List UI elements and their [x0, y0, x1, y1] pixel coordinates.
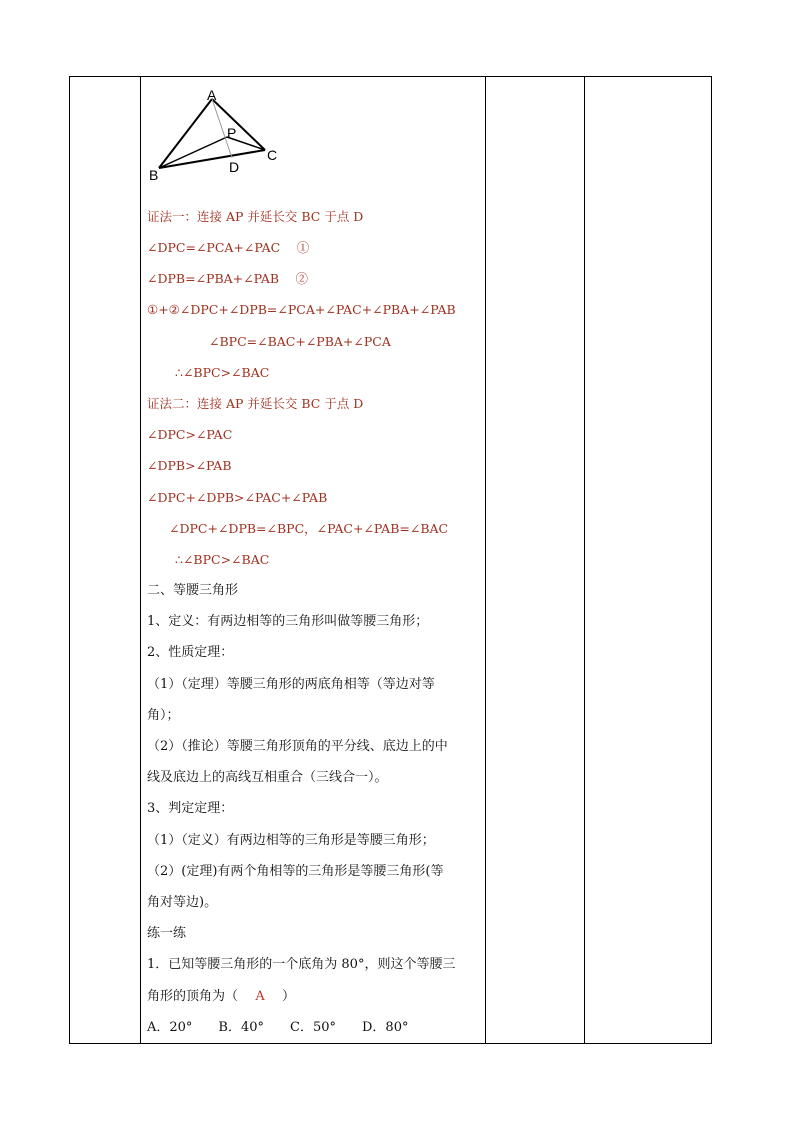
property2-line2: 线及底边上的高线互相重合（三线合一）。	[147, 770, 388, 785]
proof1-line2: ∠DPB=∠PBA+∠PAB ②	[147, 271, 309, 286]
triangle-figure	[147, 82, 297, 187]
definition-text: 1、定义：有两边相等的三角形叫做等腰三角形；	[147, 614, 429, 629]
property1-line1: （1）（定理）等腰三角形的两底角相等（等边对等	[147, 677, 435, 692]
section-heading: 二、等腰三角形	[147, 583, 239, 598]
property2-line1: （2）（推论）等腰三角形顶角的平分线、底边上的中	[147, 739, 448, 754]
label-p: P	[227, 125, 237, 141]
label-c: C	[267, 147, 278, 163]
question1-line2	[147, 989, 295, 1005]
proof2-line5: ∴∠BPC>∠BAC	[175, 552, 270, 567]
table-divider-1	[140, 76, 141, 1044]
proof2-line1: ∠DPC>∠PAC	[147, 427, 233, 442]
table-divider-2	[485, 76, 486, 1044]
question1-options: A．20° B．40° C．50° D．80°	[147, 1020, 409, 1035]
judge2-line1: （2）(定理)有两个角相等的三角形是等腰三角形(等	[147, 864, 444, 879]
question1-suffix: ）	[282, 989, 296, 1004]
label-a: A	[207, 87, 217, 103]
proof1-line4: ∠BPC=∠BAC+∠PBA+∠PCA	[209, 334, 391, 349]
proof1-title: 证法一：连接 AP 并延长交 BC 于点 D	[147, 209, 364, 224]
proof2-line2: ∠DPB>∠PAB	[147, 458, 232, 473]
question1-answer: A	[255, 989, 265, 1004]
proof1-line5: ∴∠BPC>∠BAC	[175, 365, 270, 380]
judge2-line2: 角对等边)。	[147, 895, 218, 910]
property-title: 2、性质定理：	[147, 645, 234, 660]
label-d: D	[229, 159, 240, 175]
question1-prefix: 角形的顶角为（	[147, 989, 239, 1004]
judge-title: 3、判定定理：	[147, 801, 234, 816]
exercise-title: 练一练	[147, 926, 187, 941]
proof2-line4: ∠DPC+∠DPB=∠BPC，∠PAC+∠PAB=∠BAC	[169, 521, 449, 536]
proof2-title: 证法二：连接 AP 并延长交 BC 于点 D	[147, 396, 364, 411]
proof1-line3: ①+②∠DPC+∠DPB=∠PCA+∠PAC+∠PBA+∠PAB	[147, 302, 456, 317]
table-border-right	[711, 76, 712, 1044]
proof2-line3: ∠DPC+∠DPB>∠PAC+∠PAB	[147, 490, 328, 505]
proof1-line1: ∠DPC=∠PCA+∠PAC ①	[147, 240, 310, 255]
table-divider-3	[584, 76, 585, 1044]
question1-line1: 1．已知等腰三角形的一个底角为 80°，则这个等腰三	[147, 957, 456, 972]
judge1-text: （1）（定义）有两边相等的三角形是等腰三角形；	[147, 833, 435, 848]
property1-line2: 角）；	[147, 708, 180, 723]
table-border-left	[69, 76, 70, 1044]
label-b: B	[149, 167, 159, 183]
